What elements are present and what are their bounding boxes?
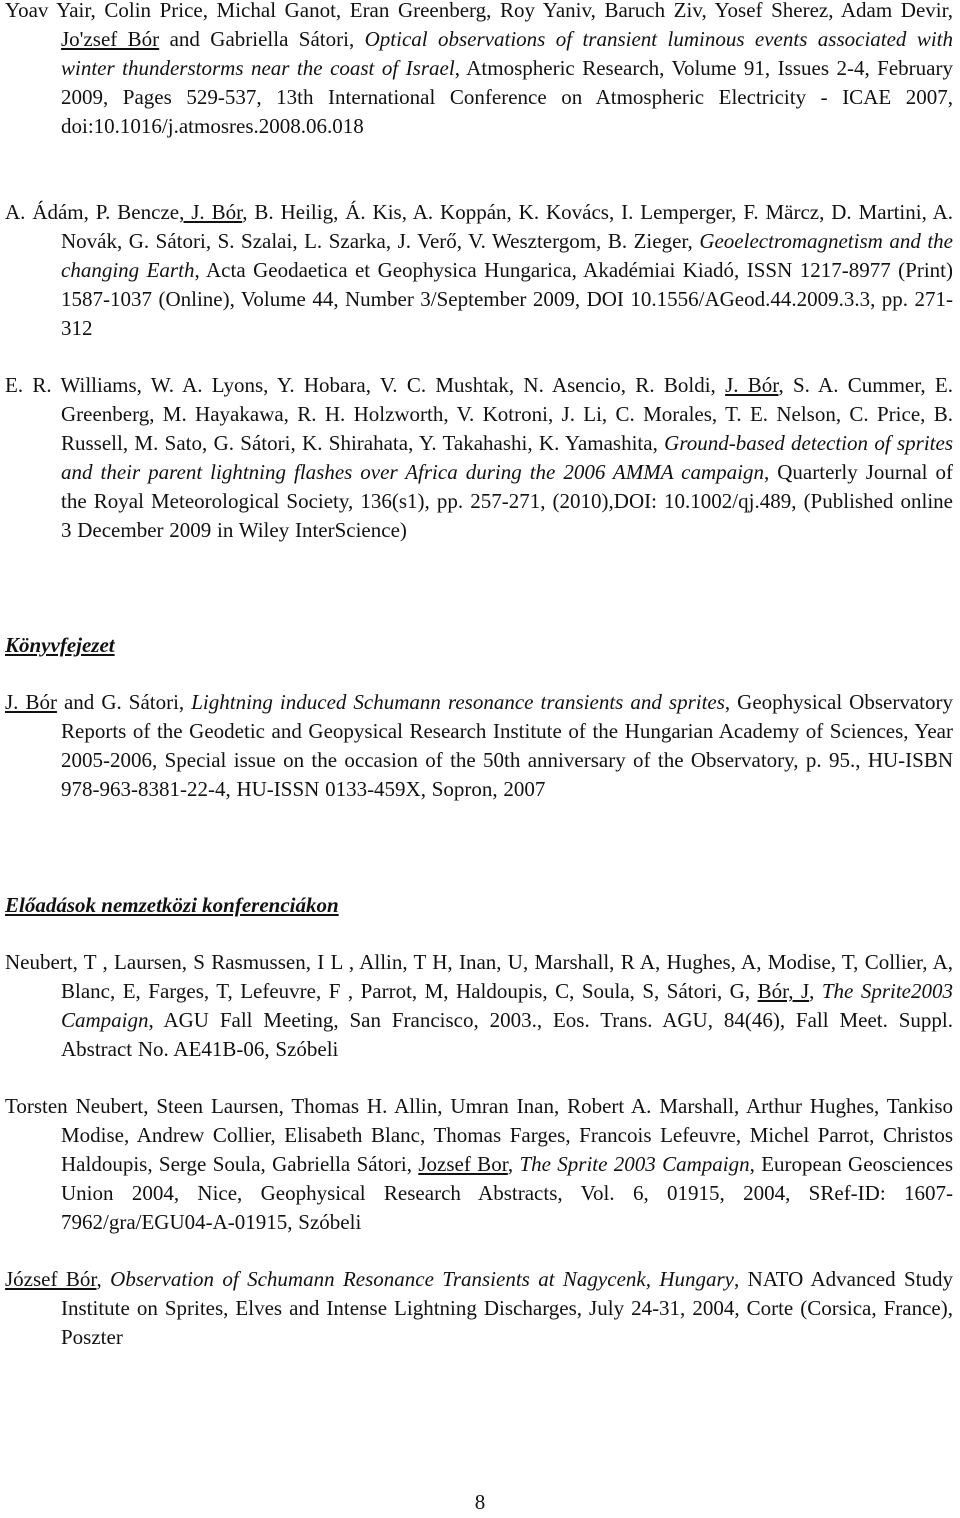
ref-source: , Quarterly Journal of the Royal Meteorological Society, 136(s1), pp. 257-271, (2010),DOI: 10.1002/qj.489, (Published online 3 December 2009 in Wiley InterScience) — [61, 460, 953, 542]
reference-neubert-egu — [5, 1092, 953, 1237]
ref-authors: E. R. Williams, W. A. Lyons, Y. Hobara, V. C. Mushtak, N. Asencio, R. Boldi, — [5, 373, 726, 397]
ref-authors-cont: and Gabriella Sátori, — [159, 27, 365, 51]
page-number: 8 — [474, 1490, 486, 1514]
ref-author-highlight: J. Bór — [5, 690, 57, 714]
ref-source: , Geophysical Observatory Reports of the Geodetic and Geopysical Research Institute of the Hungarian Academy of Sciences, Year 2005-2006, Special issue on the occasion of the 50th anniversary of the Observatory, p. 95., HU-ISBN 978-963-8381-22-4, HU-ISSN 0133-459X, Sopron, 2007 — [61, 690, 953, 801]
ref-author-highlight: J. Bór — [725, 373, 779, 397]
ref-authors-cont: , — [96, 1267, 111, 1291]
ref-author-highlight: József Bór — [5, 1267, 97, 1291]
ref-authors: A. Ádám, P. Bencze — [5, 200, 180, 224]
ref-authors: Yoav Yair, Colin Price, Michal Ganot, Eran Greenberg, Roy Yaniv, Baruch Ziv, Yosef Sherez, Adam Devir, — [5, 0, 953, 22]
reference-adam — [5, 198, 953, 343]
ref-authors-cont: , S. A. Cummer, E. Greenberg, M. Hayakawa, R. H. Holzworth, V. Kotroni, J. Li, C. Morales, T. E. Nelson, C. Price, B. Russell, M. Sato, G. Sátori, K. Shirahata, Y. Takahashi, K. Yamashita, — [61, 373, 953, 455]
ref-source: , AGU Fall Meeting, San Francisco, 2003., Eos. Trans. AGU, 84(46), Fall Meet. Suppl. Abstract No. AE41B-06, Szóbeli — [61, 1008, 953, 1061]
ref-authors-cont: , — [507, 1152, 520, 1176]
ref-title: Observation of Schumann Resonance Transients at Nagycenk, Hungary — [110, 1267, 735, 1291]
section-heading-intl-talks: Előadások nemzetközi konferenciákon — [5, 893, 339, 917]
ref-author-highlight: Jozsef Bor — [418, 1152, 508, 1176]
reference-williams — [5, 371, 953, 545]
ref-authors: Neubert, T , Laursen, S Rasmussen, I L , Allin, T H, Inan, U, Marshall, R A, Hughes, A, Modise, T, Collier, A, Blanc, E, Farges, T, Lefeuvre, F , Parrot, M, Haldoupis, C, Soula, S, Sátori, G, — [5, 950, 953, 1003]
ref-source: , Acta Geodaetica et Geophysica Hungarica, Akadémiai Kiadó, ISSN 1217-8977 (Print) 1587-1037 (Online), Volume 44, Number 3/September 2009, DOI 10.1556/AGeod.44.2009.3.3, pp. 271-312 — [61, 258, 953, 340]
ref-title: The Sprite 2003 Campaign — [519, 1152, 750, 1176]
ref-title: The Sprite2003 Campaign — [61, 979, 953, 1032]
ref-title: Lightning induced Schumann resonance transients and sprites — [191, 690, 725, 714]
reference-neubert-agu — [5, 948, 953, 1064]
ref-author-highlight: Bór, J — [757, 979, 810, 1003]
ref-authors: Torsten Neubert, Steen Laursen, Thomas H. Allin, Umran Inan, Robert A. Marshall, Arthur Hughes, Tankiso Modise, Andrew Collier, Elisabeth Blanc, Thomas Farges, Francois Lefeuvre, Michel Parrot, Christos Haldoupis, Serge Soula, Gabriella Sátori, — [5, 1094, 953, 1176]
ref-source: , European Geosciences Union 2004, Nice, Geophysical Research Abstracts, Vol. 6, 01915, 2004, SRef-ID: 1607-7962/gra/EGU04-A-01915, Szóbeli — [61, 1152, 953, 1234]
reference-bor-nato — [5, 1265, 953, 1352]
ref-source: , NATO Advanced Study Institute on Sprites, Elves and Intense Lightning Discharges, July 24-31, 2004, Corte (Corsica, France), Poszter — [61, 1267, 954, 1349]
reference-bor-satori — [5, 688, 953, 804]
ref-author-highlight: , J. Bór — [179, 200, 243, 224]
ref-authors-cont: , — [809, 979, 822, 1003]
reference-yair — [5, 0, 953, 141]
ref-author-highlight: Jo'zsef Bór — [61, 27, 160, 51]
ref-title: Geoelectromagnetism and the changing Earth — [61, 229, 953, 282]
ref-title: Optical observations of transient luminous events associated with winter thunderstorms near the coast of Israel — [61, 27, 953, 80]
ref-authors-cont: and G. Sátori, — [56, 690, 192, 714]
section-heading-book-chapter: Könyvfejezet — [5, 633, 115, 657]
ref-source: , Atmospheric Research, Volume 91, Issues 2-4, February 2009, Pages 529-537, 13th International Conference on Atmospheric Electricity - ICAE 2007, doi:10.1016/j.atmosres.2008.06.018 — [61, 56, 953, 138]
ref-authors-cont: , B. Heilig, Á. Kis, A. Koppán, K. Kovács, I. Lemperger, F. Märcz, D. Martini, A. Novák, G. Sátori, S. Szalai, L. Szarka, J. Verő, V. Wesztergom, B. Zieger, — [61, 200, 953, 253]
ref-title: Ground-based detection of sprites and their parent lightning flashes over Africa during the 2006 AMMA campaign — [61, 431, 953, 484]
